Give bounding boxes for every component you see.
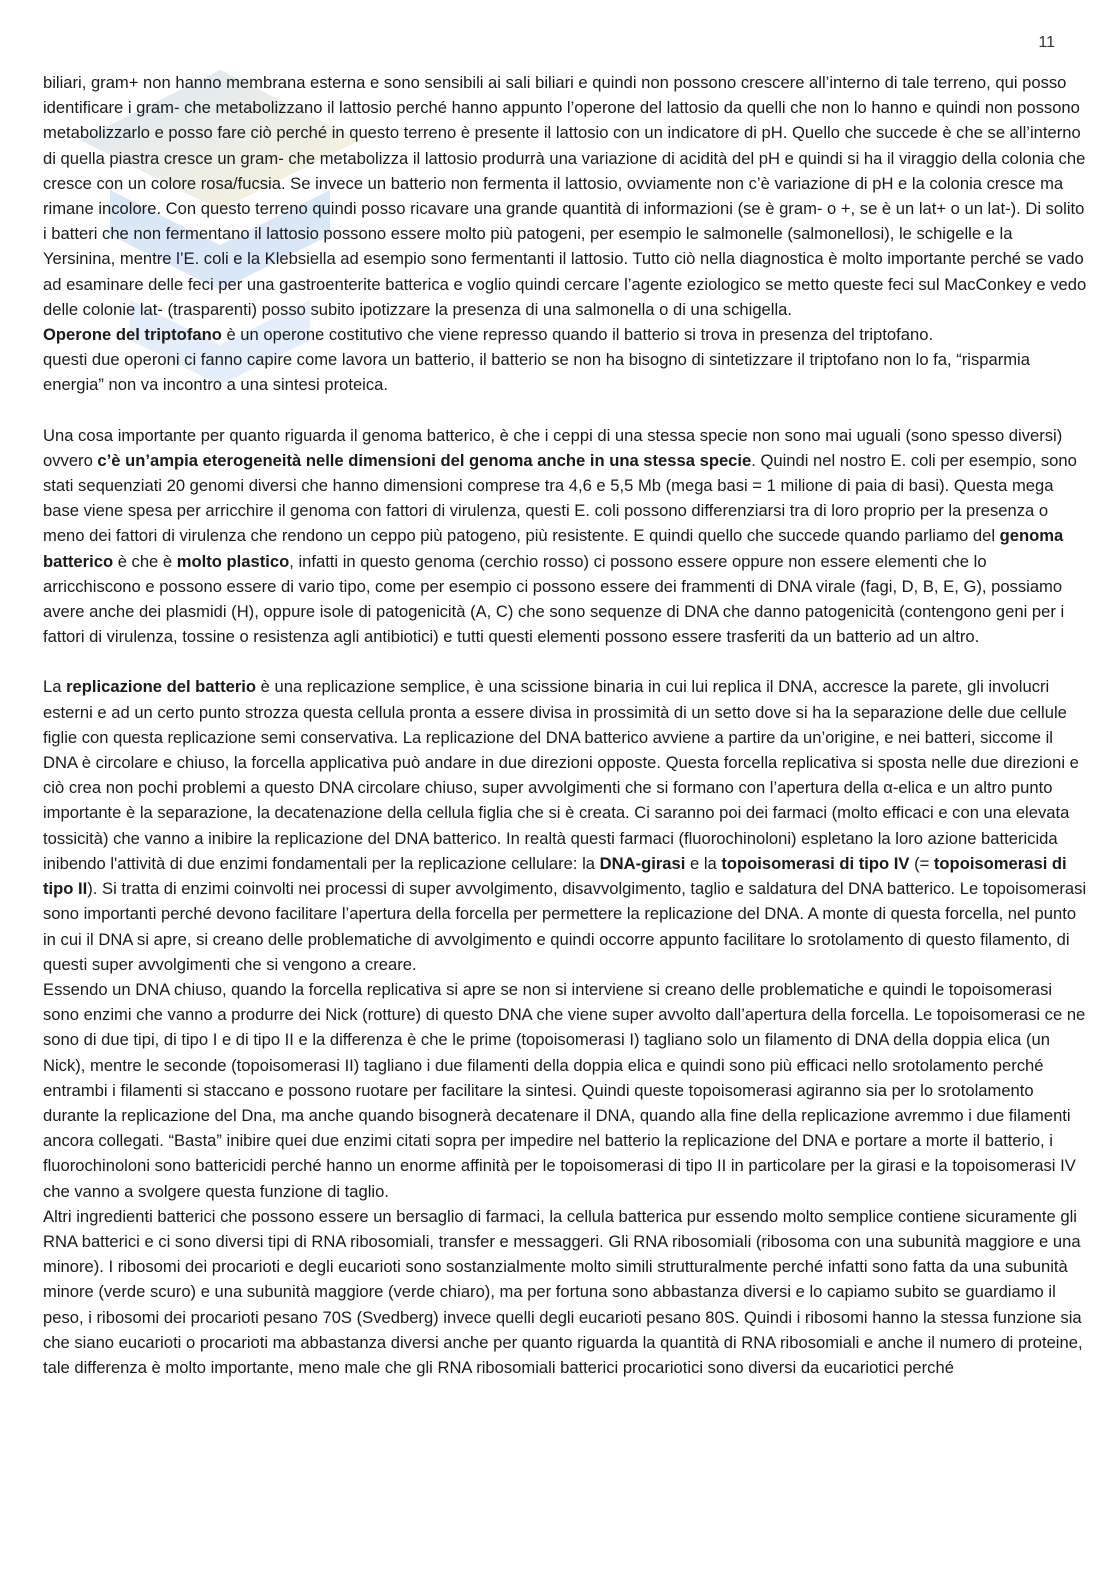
paragraph-p6 xyxy=(43,977,1088,1204)
text-segment: è una replicazione semplice, è una scissione binaria in cui lui replica il DNA, accresce la parete, gli involucri esterni e ad un certo punto strozza questa cellula pronta a essere divisa in prossimità di un setto dove si ha la separazione delle due cellule figlie con questa replicazione semi conservativa. La replicazione del DNA batterico avviene a partire da un’origine, e nei batteri, siccome il DNA è circolare e chiuso, la forcella applicativa può andare in due direzioni opposte. Questa forcella replicativa si sposta nelle due direzioni e ciò crea non pochi problemi a questo DNA circolare chiuso, super avvolgimenti che si formano con l’apertura della α-elica e un altro punto importante è la separazione, la decatenazione della cellula figlia che si è creata. Ci saranno poi dei farmaci (molto efficaci e con una elevata tossicità) che vanno a inibire la replicazione del DNA batterico. In realtà questi farmaci (fluorochinoloni) espletano la loro azione battericida inibendo l'attività di due enzimi fondamentali per la replicazione cellulare: la xyxy=(43,677,1079,873)
text-segment: Essendo un DNA chiuso, quando la forcella replicativa si apre se non si interviene si creano delle problematiche e quindi le topoisomerasi sono enzimi che vanno a produrre dei Nick (rotture) di questo DNA che viene super avvolto dall’apertura della forcella. Le topoisomerasi ce ne sono di due tipi, di tipo I e di tipo II e la differenza è che le prime (topoisomerasi I) tagliano solo un filamento di DNA della doppia elica (un Nick), mentre le seconde (topoisomerasi II) tagliano i due filamenti della doppia elica e quindi sono più efficaci nello srotolamento perché entrambi i filamenti si staccano e possono ruotare per facilitare la sintesi. Quindi queste topoisomerasi agiranno sia per lo srotolamento durante la replicazione del Dna, ma anche quando bisognerà decatenare il DNA, quando alla fine della replicazione avremmo i due filamenti ancora collegati. “Basta” inibire quei due enzimi citati sopra per impedire nel batterio la replicazione del DNA e portare a morte il batterio, i fluorochinoloni sono battericidi perché hanno un enorme affinità per le topoisomerasi di tipo II in particolare per la girasi e la topoisomerasi IV che vanno a svolgere questa funzione di taglio. xyxy=(43,979,1086,1201)
text-segment: Una cosa importante per quanto riguarda il genoma batterico, è che i ceppi di una stessa specie non sono mai uguali (sono spesso diversi) ovvero xyxy=(43,425,1063,470)
text-segment: ). Si tratta di enzimi coinvolti nei processi di super avvolgimento, disavvolgimento, taglio e saldatura del DNA batterico. Le topoisomerasi sono importanti perché devono facilitare l’apertura della forcella per permettere la replicazione del DNA. A monte di questa forcella, nel punto in cui il DNA si apre, si creano delle problematiche di avvolgimento e quindi occorre appunto facilitare lo srotolamento di questo filamento, di questi super avvolgimenti che si vengono a creare. xyxy=(43,879,1087,974)
bold-term: replicazione del batterio xyxy=(66,677,257,697)
paragraph-p2 xyxy=(43,322,1088,347)
paragraph-p7 xyxy=(43,1204,1088,1380)
paragraph-p1 xyxy=(43,70,1088,322)
text-segment: (= xyxy=(909,853,934,873)
text-segment: e la xyxy=(685,853,722,873)
paragraph-p5 xyxy=(43,674,1088,976)
document-body xyxy=(43,70,1088,1380)
text-segment: , infatti in questo genoma (cerchio rosso) ci possono essere oppure non essere elementi che lo arricchiscono e possono essere di vario tipo, come per esempio ci possono essere dei frammenti di DNA virale (fagi, D, B, E, G), possiamo avere anche dei plasmidi (H), oppure isole di patogenicità (A, C) che sono sequenze di DNA che danno patogenicità (contengono geni per i fattori di virulenza, tossine o resistenza agli antibiotici) e tutti questi elementi possono essere trasferiti da un batterio ad un altro. xyxy=(43,551,1065,647)
text-segment: è che è xyxy=(113,551,177,571)
page-number: 11 xyxy=(1038,34,1055,51)
bold-term: topoisomerasi di tipo IV xyxy=(721,853,910,873)
text-segment: . Quindi nel nostro E. coli per esempio, sono stati sequenziati 20 genomi diversi che hanno dimensioni comprese tra 4,6 e 5,5 Mb (mega basi = 1 milione di paia di basi). Questa mega base viene spesa per arricchire il genoma con fattori di virulenza, questi E. coli possono differenziarsi tra di loro proprio per la presenza o meno dei fattori di virulenza che rendono un ceppo più patogeno, più resistente. E quindi quello che succede quando parliamo del xyxy=(43,450,1077,546)
bold-term: DNA-girasi xyxy=(599,853,686,873)
text-segment: La xyxy=(43,677,67,697)
text-segment: Altri ingredienti batterici che possono essere un bersaglio di farmaci, la cellula batterica pur essendo molto semplice contiene sicuramente gli RNA batterici e ci sono diversi tipi di RNA ribosomiali, transfer e messaggeri. Gli RNA ribosomiali (ribosoma con una subunità maggiore e una minore). I ribosomi dei procarioti e degli eucarioti sono sostanzialmente molto simili strutturalmente perché infatti sono fatta da una subunità minore (verde scuro) e una subunità maggiore (verde chiaro), ma per fortuna sono abbastanza diversi e lo capiamo subito se guardiamo il peso, i ribosomi dei procarioti pesano 70S (Svedberg) invece quelli degli eucarioti pesano 80S. Quindi i ribosomi hanno la stessa funzione sia che siano eucarioti o procarioti ma abbastanza diversi anche per quanto riguarda la quantità di RNA ribosomiali e anche il numero di proteine, tale differenza è molto importante, meno male che gli RNA ribosomiali batterici procariotici sono diversi da eucariotici perché xyxy=(43,1206,1083,1377)
text-segment: questi due operoni ci fanno capire come lavora un batterio, il batterio se non ha bisogno di sintetizzare il triptofano non lo fa, “risparmia energia” non va incontro a una sintesi proteica. xyxy=(43,350,1030,395)
paragraph-p4 xyxy=(43,423,1088,650)
paragraph-gap xyxy=(43,398,1088,423)
bold-term: topoisomerasi di tipo II xyxy=(43,853,1067,899)
bold-term: molto plastico xyxy=(176,551,290,571)
paragraph-p3 xyxy=(43,347,1088,397)
bold-term: Operone del triptofano xyxy=(43,325,222,345)
paragraph-gap xyxy=(43,649,1088,674)
bold-term: c’è un’ampia eterogeneità nelle dimensioni del genoma anche in una stessa specie xyxy=(97,450,752,470)
text-segment: biliari, gram+ non hanno membrana esterna e sono sensibili ai sali biliari e quindi non possono crescere all’interno di tale terreno, qui posso identificare i gram- che metabolizzano il lattosio perché hanno appunto l’operone del lattosio da quelli che non lo hanno e quindi non possono metabolizzarlo e posso fare ciò perché in questo terreno è presente il lattosio con un indicatore di pH. Quello che succede è che se all’interno di quella piastra cresce un gram- che metabolizza il lattosio produrrà una variazione di acidità del pH e quindi si ha il viraggio della colonia che cresce con un colore rosa/fucsia. Se invece un batterio non fermenta il lattosio, ovviamente non c’è variazione di pH e la colonia cresce ma rimane incolore. Con questo terreno quindi posso ricavare una grande quantità di informazioni (se è gram- o +, se è un lat+ o un lat-). Di solito i batteri che non fermentano il lattosio possono essere molto più patogeni, per esempio le salmonelle (salmonellosi), le schigelle e la Yersinina, mentre l’E. coli e la Klebsiella ad esempio sono fermentanti il lattosio. Tutto ciò nella diagnostica è molto importante perché se vado ad esaminare delle feci per una gastroenterite batterica e voglio quindi cercare l’agente eziologico se metto queste feci sul MacConkey e vedo delle colonie lat- (trasparenti) posso subito ipotizzare la presenza di una salmonella o di una schigella. xyxy=(43,73,1087,319)
bold-term: genoma batterico xyxy=(43,526,1064,571)
text-segment: è un operone costitutivo che viene represso quando il batterio si trova in presenza del triptofano. xyxy=(221,325,934,345)
